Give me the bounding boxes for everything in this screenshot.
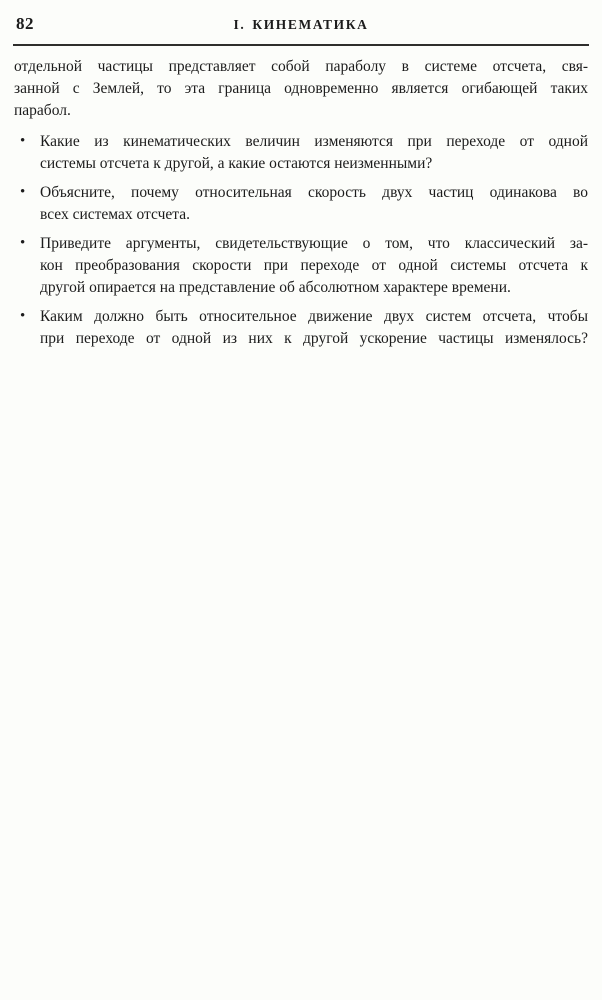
running-header: [0, 0, 602, 44]
paragraph-line: отдельной частицы представляет собой параболу в системе отсчета, свя-: [14, 58, 588, 75]
question-line: всех системах отсчета.: [40, 206, 190, 223]
question-line: другой опирается на представление об абсолютном характере времени.: [40, 279, 511, 296]
question-item: [14, 182, 588, 226]
intro-paragraph: [14, 56, 588, 122]
question-list: [14, 131, 588, 350]
page-body-text: [14, 56, 588, 357]
question-line: Какие из кинематических величин изменяются при переходе от одной: [40, 133, 588, 150]
question-line: кон преобразования скорости при переходе от одной системы отсчета к: [40, 257, 588, 274]
paragraph-line: парабол.: [14, 102, 71, 119]
question-line: Каким должно быть относительное движение двух систем отсчета, чтобы: [40, 308, 588, 325]
question-item: [14, 233, 588, 299]
question-line: Приведите аргументы, свидетельствующие о том, что классический за-: [40, 235, 588, 252]
paragraph-line: занной с Землей, то эта граница одновременно является огибающей таких: [14, 80, 588, 97]
question-item: [14, 306, 588, 350]
question-line: системы отсчета к другой, а какие остаются неизменными?: [40, 155, 433, 172]
question-line: Объясните, почему относительная скорость двух частиц одинакова во: [40, 184, 588, 201]
chapter-running-head: I. КИНЕМАТИКА: [233, 17, 369, 32]
question-line: при переходе от одной из них к другой ускорение частицы изменялось?: [40, 330, 588, 347]
question-item: [14, 131, 588, 175]
bullet-icon: •: [20, 133, 26, 149]
bullet-icon: •: [20, 184, 26, 200]
bullet-icon: •: [20, 235, 26, 251]
header-rule: [13, 44, 589, 46]
page-number: 82: [16, 14, 34, 33]
bullet-icon: •: [20, 308, 26, 324]
